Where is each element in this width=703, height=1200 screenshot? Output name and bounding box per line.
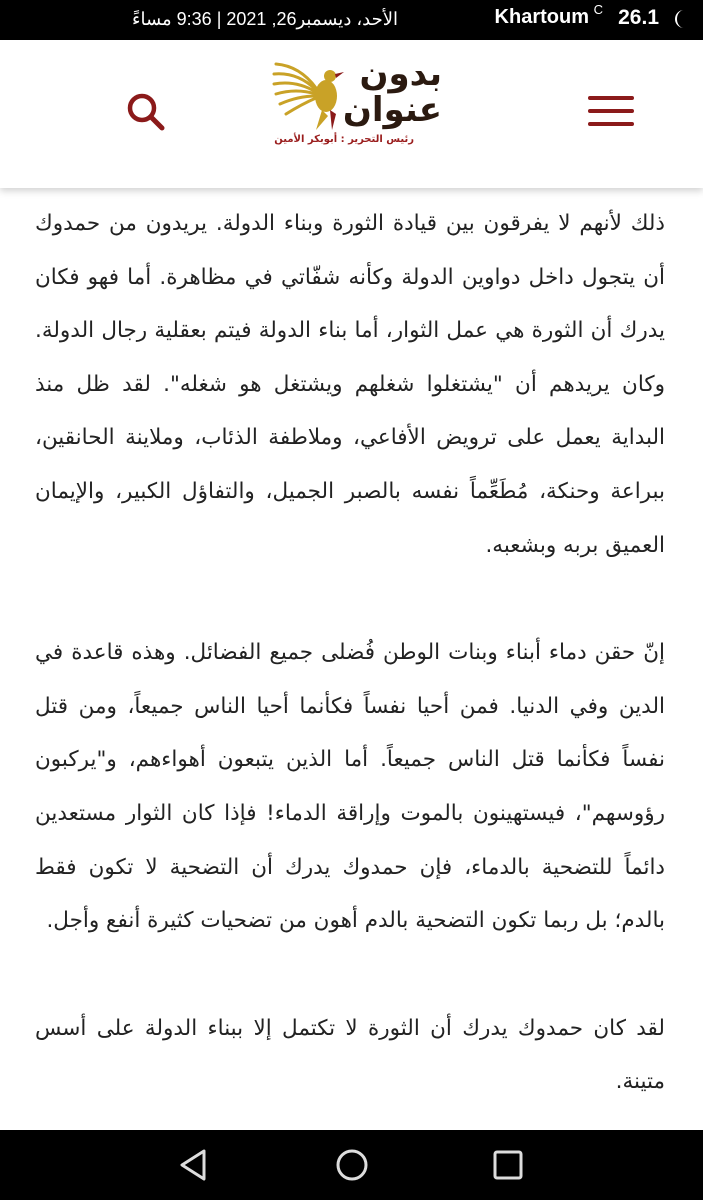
site-logo[interactable] bbox=[270, 54, 442, 158]
logo-title-line2: عنوان bbox=[342, 90, 442, 130]
recents-square-icon[interactable] bbox=[490, 1147, 526, 1183]
article-paragraph: إنّ حقن دماء أبناء وبنات الوطن فُضلى جميع الفضائل. وهذه قاعدة في الدين وفي الدنيا. فمن أحيا نفساً فكأنما أحيا الناس جميعاً، ومن قتل نفساً فكأنما قتل الناس جميعاً. أما الذين يتبعون أهواءهم، و"يركبون رؤوسهم"، فيستهينون بالموت وإراقة الدماء! فإذا كان الثوار مستعدين دائماً للتضحية بالدماء، فإن حمدوك يدرك أن التضحية لا تكون فقط بالدم؛ بل ربما تكون التضحية بالدم أهون من تضحيات كثيرة أنفع وأجل. bbox=[35, 640, 665, 934]
home-circle-icon[interactable] bbox=[334, 1147, 370, 1183]
article-body bbox=[35, 188, 665, 1130]
article-paragraph: ذلك لأنهم لا يفرقون بين قيادة الثورة وبناء الدولة. يريدون من حمدوك أن يتجول داخل دواوين الدولة وكأنه شفّاتي في مظاهرة. أما فهو فكان يدرك أن الثورة هي عمل الثوار، أما بناء الدولة فيتم بعقلية رجال الدولة. وكان يريدهم أن "يشتغلوا شغلهم ويشتغل هو شغله". لقد ظل منذ البداية يعمل على ترويض الأفاعي، وملاطفة الذئاب، وملاينة الحانقين، ببراعة وحنكة، مُطَعِّماً نفسه بالصبر الجميل، والتفاؤل الكبير، والإيمان العميق بربه وبشعبه. bbox=[35, 211, 665, 558]
logo-subtitle: رئيس التحرير : أبوبكر الأمين bbox=[274, 134, 414, 145]
back-triangle-icon[interactable] bbox=[176, 1147, 212, 1183]
hamburger-menu-icon[interactable] bbox=[588, 94, 634, 128]
logo-title bbox=[332, 56, 442, 128]
article-paragraph: لقد كان حمدوك يدرك أن الثورة لا تكتمل إلا ببناء الدولة على أسس متينة. bbox=[35, 1015, 665, 1095]
city-name: Khartoum bbox=[494, 6, 589, 28]
temperature-value: 26.1 bbox=[618, 6, 659, 29]
status-bar bbox=[0, 0, 703, 40]
system-navigation-bar bbox=[0, 1130, 703, 1200]
date-time: الأحد، ديسمبر26, 2021 | 9:36 مساءً bbox=[132, 9, 398, 29]
site-header bbox=[0, 40, 703, 188]
search-icon[interactable] bbox=[124, 90, 168, 134]
crescent-moon-icon bbox=[669, 7, 693, 31]
logo-title-line1: بدون bbox=[359, 54, 442, 94]
temperature-unit: C bbox=[593, 2, 603, 17]
